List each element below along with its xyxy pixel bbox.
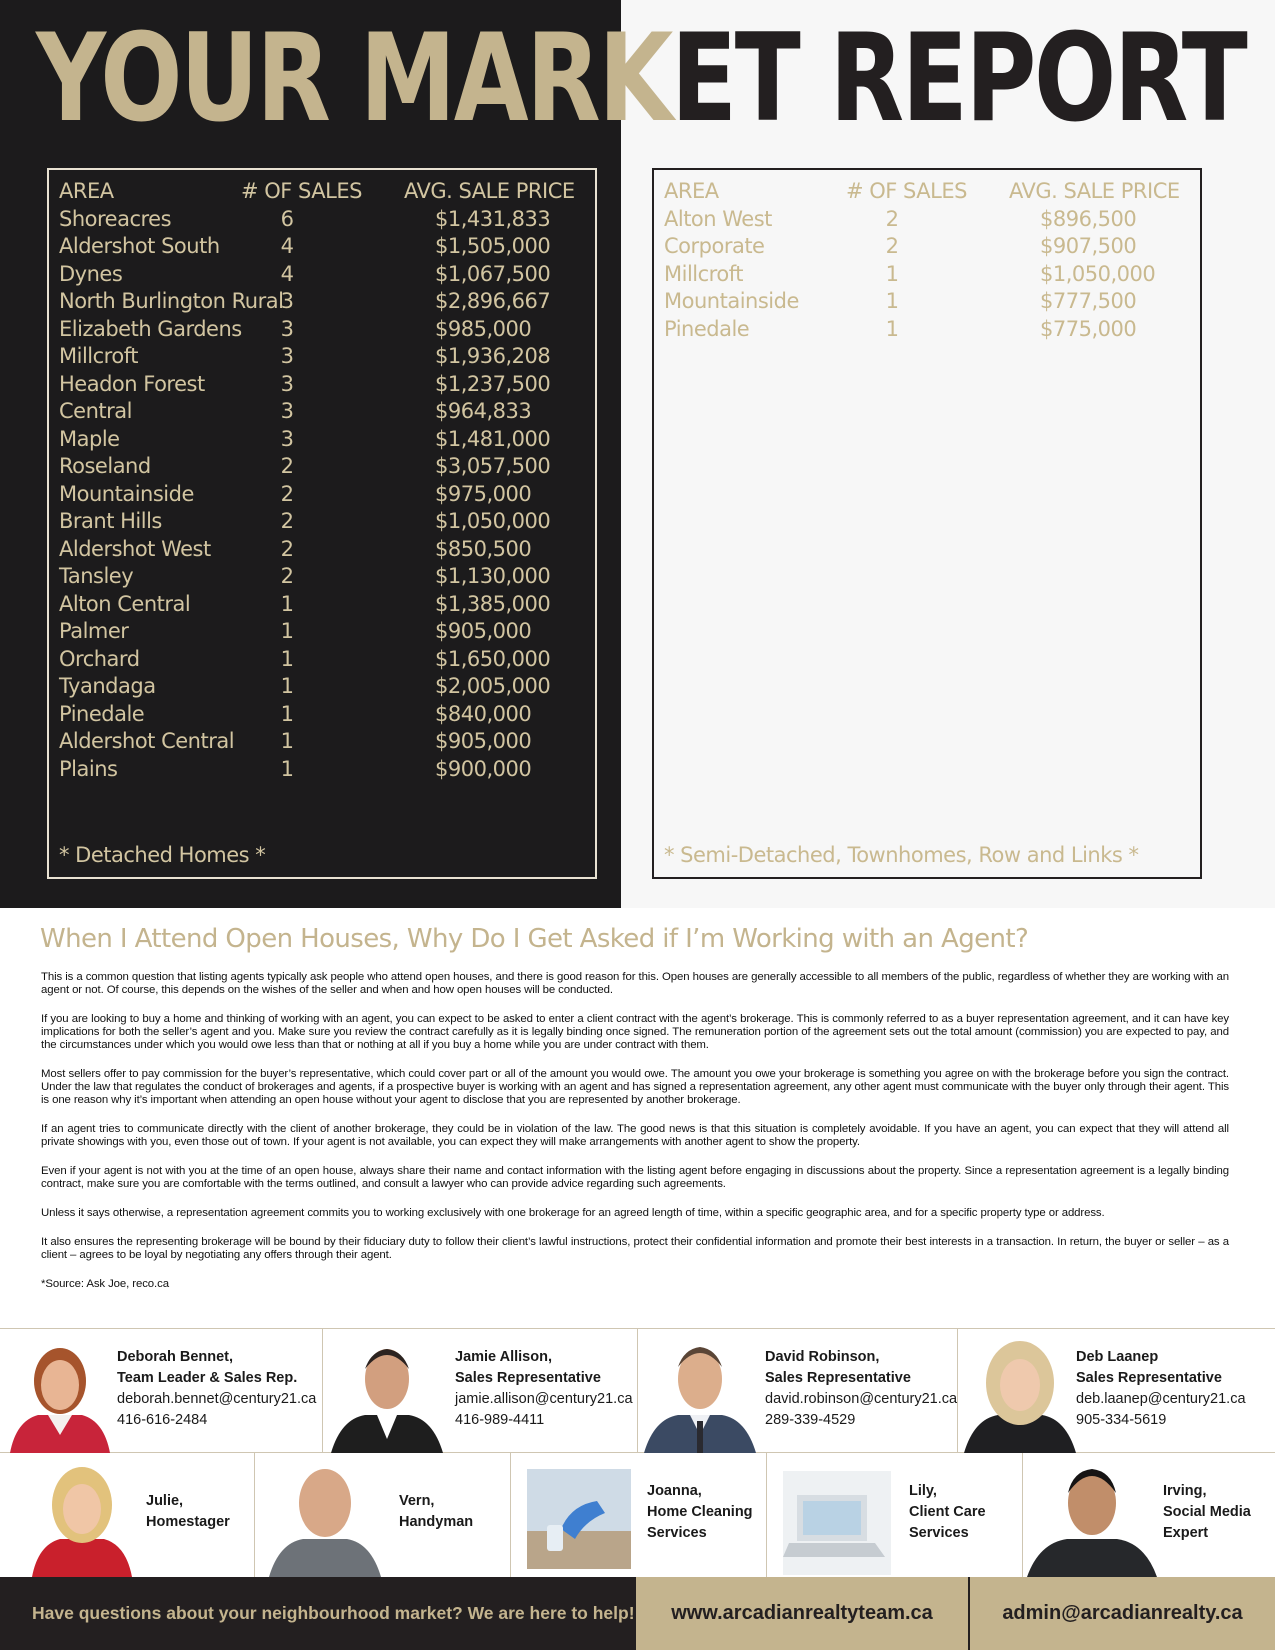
article-source: *Source: Ask Joe, reco.ca (41, 1278, 169, 1290)
report-title (36, 8, 1246, 149)
area-cell: Mountainside (59, 481, 194, 506)
header-area: AREA (664, 179, 719, 203)
article-body (41, 971, 1229, 1307)
price-cell: $964,833 (435, 399, 532, 423)
price-cell: $1,067,500 (435, 261, 551, 286)
area-cell: Headon Forest (59, 371, 205, 396)
sales-cell: 1 (280, 756, 294, 781)
support-card (1022, 1453, 1275, 1577)
price-cell: $1,505,000 (435, 234, 551, 258)
header-area: AREA (59, 179, 114, 203)
area-cell: Aldershot South (59, 234, 220, 258)
table-row (59, 618, 589, 646)
price-cell: $975,000 (435, 481, 532, 506)
area-cell: Elizabeth Gardens (59, 316, 242, 341)
header-price: AVG. SALE PRICE (1009, 179, 1180, 203)
support-card (766, 1453, 1022, 1577)
sales-cell: 2 (280, 564, 294, 588)
sales-cell: 1 (885, 261, 899, 286)
support-name: Lily, (909, 1483, 937, 1499)
agent-role: Sales Representative (455, 1370, 601, 1386)
support-photo (30, 1459, 134, 1577)
support-role: Handyman (399, 1514, 474, 1530)
price-cell: $907,500 (1040, 234, 1137, 258)
agent-name: Deborah Bennet, (117, 1349, 234, 1365)
table-header (664, 178, 1194, 206)
table-row (59, 316, 589, 344)
sales-cell: 1 (280, 646, 294, 671)
sales-cell: 2 (280, 536, 294, 561)
support-role-2: Services (647, 1525, 707, 1541)
table-row (59, 673, 589, 701)
table-row (59, 288, 589, 316)
price-cell: $900,000 (435, 756, 532, 781)
sales-cell: 2 (885, 234, 899, 258)
agent-photo (964, 1335, 1076, 1453)
article-title: When I Attend Open Houses, Why Do I Get Asked if I’m Working with an Agent? (40, 924, 1029, 954)
table-row (59, 481, 589, 509)
price-cell: $775,000 (1040, 316, 1137, 341)
table-row (59, 206, 589, 234)
table-row (59, 453, 589, 481)
sales-cell: 1 (280, 591, 294, 616)
price-cell: $1,050,000 (1040, 261, 1156, 286)
sales-cell: 2 (280, 481, 294, 506)
price-cell: $1,936,208 (435, 344, 551, 368)
footer-question: Have questions about your neighbourhood market? We are here to help! (0, 1577, 636, 1650)
agent-phone[interactable]: 289-339-4529 (765, 1412, 856, 1428)
article-paragraph: Unless it says otherwise, a representation agreement commits you to working exclusively with one brokerage for an agreed length of time, within a specific geographic area, and for a specific property type or address. (41, 1207, 1105, 1219)
agent-phone[interactable]: 905-334-5619 (1076, 1412, 1167, 1428)
article-paragraph: If you are looking to buy a home and thinking of working with an agent, you can expect to be asked to enter a client contract with the agent’s brokerage. This is commonly referred to as a buyer representation agreement, and it can have key implications for both the seller’s agent and you. Make sure you review the contract carefully as it is legally binding once signed. The remuneration portion of the agreement sets out the total amount (commission) you are expected to pay, and the circumstances under which you would owe less than that or nothing at all if you buy a home while you are under contract with them. (41, 1013, 1229, 1051)
area-cell: Corporate (664, 234, 765, 258)
agent-phone[interactable]: 416-989-4411 (455, 1412, 545, 1428)
price-cell: $1,481,000 (435, 426, 551, 451)
support-role: Client Care (909, 1504, 986, 1520)
semi-footnote: * Semi-Detached, Townhomes, Row and Links * (664, 843, 1139, 867)
table-row (664, 316, 1194, 344)
agent-name: David Robinson, (765, 1349, 880, 1365)
agent-name: Deb Laanep (1076, 1349, 1159, 1365)
agent-name: Jamie Allison, (455, 1349, 552, 1365)
price-cell: $896,500 (1040, 206, 1137, 231)
table-row (59, 646, 589, 674)
support-role-2: Services (909, 1525, 969, 1541)
website-link[interactable]: www.arcadianrealtyteam.ca (636, 1577, 968, 1650)
sales-cell: 3 (280, 344, 294, 368)
sales-cell: 3 (280, 289, 294, 313)
sales-cell: 3 (280, 399, 294, 423)
article-paragraph: This is a common question that listing agents typically ask people who attend open houses, and there is good reason for this. Open houses are generally accessible to all members of the public, regardless of whether they are working with an agent or not. Of course, this depends on the wishes of the seller and when and how open houses will be conducted. (41, 971, 1229, 996)
semi-detached-table (652, 168, 1202, 879)
price-cell: $850,500 (435, 536, 532, 561)
sales-cell: 6 (280, 206, 294, 231)
article-paragraph: If an agent tries to communicate directly with the client of another brokerage, they could be in violation of the law. The good news is that this situation is completely avoidable. If you have an agent, you can expect that they will attend all private showings with you, even those out of town. If your agent is not available, you can expect they will make arrangements with another agent to show the property. (41, 1123, 1229, 1148)
price-cell: $985,000 (435, 316, 532, 341)
detached-footnote: * Detached Homes * (59, 843, 266, 867)
table-row (59, 508, 589, 536)
support-role: Homestager (146, 1514, 230, 1530)
table-row (59, 701, 589, 729)
sales-cell: 1 (280, 701, 294, 726)
area-cell: Central (59, 399, 132, 423)
price-cell: $905,000 (435, 619, 532, 643)
title-dark-part: ET REPORT (670, 8, 1246, 149)
title-gold-part: YOUR MARK (36, 8, 671, 149)
agent-card (957, 1329, 1275, 1453)
support-role: Social Media (1163, 1504, 1251, 1520)
area-cell: Brant Hills (59, 509, 162, 533)
support-name: Julie, (146, 1493, 184, 1509)
agent-photo (644, 1335, 756, 1453)
support-photo (1027, 1459, 1157, 1577)
price-cell: $905,000 (435, 729, 532, 753)
table-row (59, 563, 589, 591)
table-row (59, 728, 589, 756)
sales-cell: 1 (885, 289, 899, 313)
table-row (59, 398, 589, 426)
area-cell: Millcroft (664, 261, 743, 286)
area-cell: Alton Central (59, 591, 191, 616)
article-paragraph: It also ensures the representing brokerage will be bound by their fiduciary duty to follow their client’s lawful instructions, protect their confidential information and promote their best interests in a transaction. In return, the buyer or seller – as a client – agrees to be loyal by negotiating any offers through their agent. (41, 1236, 1229, 1261)
table-header (59, 178, 589, 206)
sales-cell: 1 (280, 674, 294, 698)
support-name: Joanna, (647, 1483, 702, 1499)
price-cell: $840,000 (435, 701, 532, 726)
agent-photo (331, 1335, 443, 1453)
agent-email[interactable]: deb.laanep@century21.ca (1076, 1391, 1246, 1407)
area-cell: Mountainside (664, 289, 799, 313)
support-row (0, 1453, 1275, 1578)
laptop-photo (783, 1471, 891, 1575)
area-cell: Aldershot Central (59, 729, 235, 753)
sales-cell: 1 (885, 316, 899, 341)
price-cell: $2,896,667 (435, 289, 551, 313)
support-role: Home Cleaning (647, 1504, 753, 1520)
area-cell: Tyandaga (59, 674, 156, 698)
price-cell: $1,237,500 (435, 371, 551, 396)
email-link[interactable]: admin@arcadianrealty.ca (970, 1577, 1275, 1650)
sales-cell: 2 (280, 509, 294, 533)
area-cell: Palmer (59, 619, 129, 643)
agent-email[interactable]: deborah.bennet@century21.ca (117, 1391, 317, 1407)
detached-homes-table (47, 168, 597, 879)
support-card (510, 1453, 766, 1577)
table-row (59, 756, 589, 784)
agent-phone[interactable]: 416-616-2484 (117, 1412, 208, 1428)
area-cell: Alton West (664, 206, 772, 231)
area-cell: Maple (59, 426, 120, 451)
table-row (59, 426, 589, 454)
support-name: Irving, (1163, 1483, 1207, 1499)
article-paragraph: Even if your agent is not with you at the time of an open house, always share their name and contact information with the listing agent before engaging in discussions about the property. Since a representation agreement is a legally binding contract, make sure you are comfortable with the terms outlined, and consult a lawyer who can provide advice regarding such agreements. (41, 1165, 1229, 1190)
table-row (664, 288, 1194, 316)
price-cell: $1,130,000 (435, 564, 551, 588)
price-cell: $1,431,833 (435, 206, 551, 231)
agent-card (322, 1329, 637, 1453)
table-row (664, 261, 1194, 289)
agent-card (0, 1329, 322, 1453)
agent-email[interactable]: jamie.allison@century21.ca (455, 1391, 633, 1407)
area-cell: Shoreacres (59, 206, 172, 231)
price-cell: $2,005,000 (435, 674, 551, 698)
article-paragraph: Most sellers offer to pay commission for the buyer’s representative, which could cover part or all of the amount you would owe. The amount you owe your brokerage is something you agree on with the brokerage before you sign the contract. Under the law that regulates the conduct of brokerages and agents, if a prospective buyer is working with an agent and has signed a representation agreement, any other agent must communicate with the buyer only through their agent. This is one reason why it’s important when attending an open house without your agent to disclose that you are represented by another brokerage. (41, 1068, 1229, 1106)
header-price: AVG. SALE PRICE (404, 179, 575, 203)
agent-photo (8, 1335, 112, 1453)
support-name: Vern, (399, 1493, 435, 1509)
table-row (59, 261, 589, 289)
support-card (0, 1453, 254, 1577)
area-cell: Orchard (59, 646, 140, 671)
sales-cell: 4 (280, 234, 294, 258)
support-photo (269, 1459, 381, 1577)
agent-email[interactable]: david.robinson@century21.ca (765, 1391, 958, 1407)
area-cell: North Burlington Rural (59, 289, 284, 313)
agent-card (637, 1329, 957, 1453)
area-cell: Dynes (59, 261, 123, 286)
area-cell: Pinedale (664, 316, 750, 341)
cleaning-photo (527, 1469, 631, 1569)
sales-cell: 2 (280, 454, 294, 478)
area-cell: Roseland (59, 454, 151, 478)
table-row (59, 371, 589, 399)
table-row (664, 233, 1194, 261)
price-cell: $1,385,000 (435, 591, 551, 616)
price-cell: $1,650,000 (435, 646, 551, 671)
table-row (59, 536, 589, 564)
area-cell: Tansley (59, 564, 134, 588)
sales-cell: 3 (280, 316, 294, 341)
table-row (664, 206, 1194, 234)
sales-cell: 3 (280, 371, 294, 396)
area-cell: Millcroft (59, 344, 138, 368)
table-row (59, 591, 589, 619)
sales-cell: 1 (280, 729, 294, 753)
table-row (59, 343, 589, 371)
agent-row (0, 1328, 1275, 1453)
footer-bar (0, 1577, 1275, 1650)
area-cell: Pinedale (59, 701, 145, 726)
agent-role: Team Leader & Sales Rep. (117, 1370, 298, 1386)
area-cell: Plains (59, 756, 118, 781)
table-row (59, 233, 589, 261)
price-cell: $3,057,500 (435, 454, 551, 478)
area-cell: Aldershot West (59, 536, 211, 561)
agent-role: Sales Representative (765, 1370, 911, 1386)
agent-role: Sales Representative (1076, 1370, 1222, 1386)
sales-cell: 4 (280, 261, 294, 286)
sales-cell: 2 (885, 206, 899, 231)
price-cell: $1,050,000 (435, 509, 551, 533)
price-cell: $777,500 (1040, 289, 1137, 313)
support-card (254, 1453, 510, 1577)
sales-cell: 3 (280, 426, 294, 451)
support-role-2: Expert (1163, 1525, 1209, 1541)
sales-cell: 1 (280, 619, 294, 643)
header-sales: # OF SALES (241, 179, 362, 203)
header-sales: # OF SALES (846, 179, 967, 203)
